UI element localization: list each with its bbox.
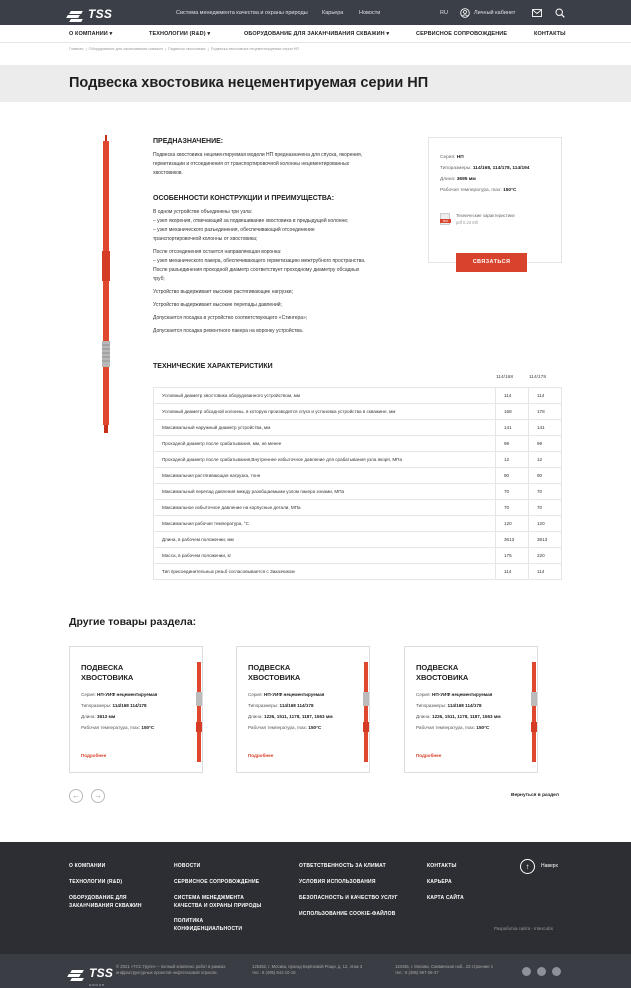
youtube-icon[interactable]: [537, 967, 546, 976]
info-sizes-label: Типоразмеры:: [440, 166, 472, 171]
card-value: НП-УИФ нецементируемая: [264, 692, 325, 697]
info-length-label: Длина:: [440, 177, 456, 182]
card-label: Рабочая температура, max:: [81, 725, 141, 730]
card-series: [416, 692, 492, 697]
spec-value-2: 114: [529, 564, 562, 580]
card-title-line: ПОДВЕСКА: [81, 663, 124, 672]
breadcrumb: Главная | Оборудование для заканчивания скважин | Подвески хвостовика | Подвеска хвостовика нецементируемая серии НП: [69, 47, 300, 51]
card-series: [248, 692, 324, 697]
footer-career[interactable]: КАРЬЕРА: [427, 879, 452, 885]
info-length-value: 3695 мм: [456, 177, 476, 182]
card-label: Длина:: [248, 714, 263, 719]
feature-line: Устройство выдерживает высокие перепады давлений;: [153, 302, 282, 308]
card-value: 150°С: [476, 725, 490, 730]
address-2: [395, 964, 493, 976]
spec-value-1: 114: [496, 388, 529, 404]
spec-row: [154, 532, 562, 548]
feature-line: – узел якорения, отвечающий за подвешивание хвостовика в предыдущей колонне;: [153, 218, 349, 224]
spec-row: [154, 468, 562, 484]
pdf-file-icon[interactable]: [440, 213, 450, 225]
info-series-value: НП: [456, 155, 464, 160]
card-label: Рабочая температура, max:: [248, 725, 308, 730]
specs-col-1: 114/168: [496, 375, 513, 380]
nav-service[interactable]: СЕРВИСНОЕ СОПРОВОЖДЕНИЕ: [416, 31, 508, 37]
footer-quality-line: СИСТЕМА МЕНЕДЖМЕНТА: [174, 895, 245, 901]
info-temp-value: 150°С: [503, 188, 517, 193]
search-icon[interactable]: [555, 8, 565, 18]
copyright-line: © 2021 «ТСС Групп» – полный комплекс работ в рамках: [116, 964, 226, 969]
card-title-line: ПОДВЕСКА: [248, 663, 291, 672]
footer-tech[interactable]: ТЕХНОЛОГИИ (R&D): [69, 879, 123, 885]
card-title-line: ХВОСТОВИКА: [416, 673, 469, 682]
spec-row: [154, 388, 562, 404]
product-card[interactable]: [69, 646, 203, 773]
spec-name: Максимальное избыточное давление на корпусные детали, МПа: [154, 500, 496, 516]
spec-row: [154, 404, 562, 420]
cabinet-link[interactable]: Личный кабинет: [474, 10, 516, 16]
card-sizes: [416, 703, 482, 708]
spec-value-2: 12: [529, 452, 562, 468]
scroll-up-icon[interactable]: ↑: [520, 859, 535, 874]
spec-value-2: 178: [529, 404, 562, 420]
nav-about[interactable]: О КОМПАНИИ ▾: [69, 31, 113, 37]
spec-value-1: 114: [496, 564, 529, 580]
feature-line: Допускается посадка в устройство соответствующего «Стингера»;: [153, 315, 308, 321]
feature-line: Устройство выдерживает высокие растягивающие нагрузки;: [153, 289, 293, 295]
spec-name: Максимальный наружный диаметр устройства, мм: [154, 420, 496, 436]
card-label: Типоразмеры:: [81, 703, 112, 708]
spec-row: [154, 452, 562, 468]
card-value: 114/168 114/178: [447, 703, 482, 708]
footer-equipment-line: ОБОРУДОВАНИЕ ДЛЯ: [69, 895, 127, 901]
mail-icon[interactable]: [532, 9, 542, 17]
address-line: 119435, г. Москва, Саввинская наб., 23 строение 1: [395, 964, 494, 969]
info-temp: [440, 188, 516, 193]
spec-row: [154, 516, 562, 532]
card-label: Серия:: [248, 692, 263, 697]
breadcrumb-current: Подвеска хвостовика нецементируемая серии НП: [210, 47, 300, 51]
spec-value-2: 70: [529, 500, 562, 516]
feature-line: В одном устройстве объединены три узла:: [153, 209, 253, 215]
feature-line: Допускается посадка ремонтного пакера на воронку устройства.: [153, 328, 304, 334]
address-1: [252, 964, 362, 976]
card-temp: [81, 725, 154, 730]
back-to-section-link[interactable]: Вернуться в раздел: [511, 793, 559, 798]
card-temp: [416, 725, 489, 730]
card-title: [81, 663, 133, 683]
card-value: 114/168 114/178: [112, 703, 147, 708]
footer-equipment-line: ЗАКАНЧИВАНИЯ СКВАЖИН: [69, 903, 142, 909]
card-label: Типоразмеры:: [248, 703, 279, 708]
spec-value-2: 114: [529, 388, 562, 404]
breadcrumb-hangers[interactable]: Подвески хвостовика: [168, 47, 206, 51]
spec-name: Максимальная рабочая температура, °С: [154, 516, 496, 532]
nav-technologies[interactable]: ТЕХНОЛОГИИ (R&D) ▾: [149, 31, 211, 37]
features-title: ОСОБЕННОСТИ КОНСТРУКЦИИ И ПРЕИМУЩЕСТВА:: [153, 195, 335, 202]
card-more-link[interactable]: Подробнее: [81, 753, 107, 758]
spec-value-1: 175: [496, 548, 529, 564]
feature-line: транспортировочной колонны от хвостовика;: [153, 236, 258, 242]
card-value: 1226, 1511, 1178, 1187, 1563 мм: [432, 714, 501, 719]
card-product-image: [531, 662, 537, 762]
contact-button[interactable]: СВЯЗАТЬСЯ: [456, 253, 527, 272]
footer-logo-text: TSS: [89, 966, 114, 980]
breadcrumb-equipment[interactable]: Оборудование для заканчивания скважин: [88, 47, 163, 51]
card-length: [81, 714, 115, 719]
card-title-line: ХВОСТОВИКА: [81, 673, 134, 682]
spec-value-1: 70: [496, 500, 529, 516]
footer-climate[interactable]: ОТВЕТСТВЕННОСТЬ ЗА КЛИМАТ: [299, 863, 386, 869]
spec-row: [154, 548, 562, 564]
card-more-link[interactable]: Подробнее: [416, 753, 442, 758]
footer-privacy-line: ПОЛИТИКА: [174, 918, 204, 924]
footer-quality-line: КАЧЕСТВА И ОХРАНЫ ПРИРОДЫ: [174, 903, 262, 909]
breadcrumb-home[interactable]: Главная: [69, 47, 84, 51]
spec-value-1: 70: [496, 484, 529, 500]
features-text: [153, 208, 365, 336]
card-label: Длина:: [81, 714, 96, 719]
spec-row: [154, 484, 562, 500]
card-title: [248, 663, 300, 683]
card-title-line: ХВОСТОВИКА: [248, 673, 301, 682]
scroll-up-label[interactable]: Наверх: [541, 863, 558, 869]
card-value: 3613 мм: [97, 714, 116, 719]
card-value: 1226, 1511, 1178, 1187, 1563 мм: [264, 714, 333, 719]
feature-line: – узел механического разъединения, обеспечивающий отсоединение: [153, 227, 315, 233]
spec-value-1: 168: [496, 404, 529, 420]
related-title: Другие товары раздела:: [69, 616, 197, 628]
card-temp: [248, 725, 321, 730]
spec-name: Масса, в рабочем положении, кг: [154, 548, 496, 564]
logo-mark-icon: [68, 969, 86, 983]
toplink-news[interactable]: Новости: [359, 10, 381, 16]
purpose-line: хвостовиков.: [153, 170, 183, 176]
nav-equipment[interactable]: ОБОРУДОВАНИЕ ДЛЯ ЗАКАНЧИВАНИЯ СКВАЖИН ▾: [244, 31, 390, 37]
spec-row: [154, 420, 562, 436]
developer-credit[interactable]: Разработка сайта - Intext.abs: [494, 926, 554, 931]
footer-logo-sub: GROUP: [89, 983, 106, 987]
nav-equipment-label: ОБОРУДОВАНИЕ ДЛЯ ЗАКАНЧИВАНИЯ СКВАЖИН: [244, 31, 385, 37]
footer-terms[interactable]: УСЛОВИЯ ИСПОЛЬЗОВАНИЯ: [299, 879, 376, 885]
card-value: НП-УИФ нецементируемая: [432, 692, 493, 697]
spec-name: Проходной диаметр после срабатывания,Внутреннее избыточное давление для срабатывания узла якоря, МПа: [154, 452, 496, 468]
copyright-line: инфраструктурных проектов нефтегазовой отрасли.: [116, 970, 218, 975]
spec-value-1: 99: [496, 436, 529, 452]
footer-cookie[interactable]: ИСПОЛЬЗОВАНИЕ COOKIE-ФАЙЛОВ: [299, 911, 396, 917]
spec-value-2: 141: [529, 420, 562, 436]
pdf-badge: PDF: [440, 219, 451, 223]
spec-name: Максимальный перепад давления между разобщаемыми узлом пакера зонами, МПа: [154, 484, 496, 500]
product-info-box: [428, 137, 562, 263]
footer-service[interactable]: СЕРВИСНОЕ СОПРОВОЖДЕНИЕ: [174, 879, 260, 885]
card-label: Серия:: [81, 692, 96, 697]
purpose-line: Подвеска хвостовика нецементируемая модели НП предназначена для спуска, якорения,: [153, 152, 363, 158]
card-title-line: ПОДВЕСКА: [416, 663, 459, 672]
page-title: Подвеска хвостовика нецементируемая серии НП: [69, 75, 429, 91]
card-length: [248, 714, 333, 719]
spec-row: [154, 436, 562, 452]
specs-col-2: 114/178: [529, 375, 546, 380]
feature-line: После разъединения проходной диаметр соответствует проходному диаметру обсадных: [153, 267, 360, 273]
facebook-icon[interactable]: [522, 967, 531, 976]
feature-line: – узел механического пакера, обеспечивающего герметизацию межтрубного пространства.: [153, 258, 366, 264]
prev-arrow-icon[interactable]: ←: [69, 789, 83, 803]
product-card[interactable]: [236, 646, 370, 773]
spec-name: Условный диаметр обсадной колонны, в которую производится спуск и установка устройства в скважине, мм: [154, 404, 496, 420]
card-value: 114/168 114/178: [279, 703, 314, 708]
pdf-file-size: pdf 0.23 Мб: [456, 220, 479, 225]
card-value: 150°С: [308, 725, 322, 730]
footer-privacy-line: КОНФИДЕНЦИАЛЬНОСТИ: [174, 926, 243, 932]
spec-name: Проходной диаметр после срабатывания, мм, не менее: [154, 436, 496, 452]
spec-row: [154, 564, 562, 580]
card-sizes: [248, 703, 314, 708]
specs-title: ТЕХНИЧЕСКИЕ ХАРАКТЕРИСТИКИ: [153, 363, 273, 370]
lang-switch[interactable]: RU: [440, 10, 448, 16]
pdf-file-title[interactable]: Технические характеристики: [456, 213, 515, 218]
card-label: Длина:: [416, 714, 431, 719]
card-more-link[interactable]: Подробнее: [248, 753, 274, 758]
logo-mark-icon: [67, 10, 85, 24]
info-series-label: Серия:: [440, 155, 456, 160]
nav-technologies-label: ТЕХНОЛОГИИ (R&D): [149, 31, 206, 37]
spec-name: Максимальная растягивающая нагрузка, тонн: [154, 468, 496, 484]
product-image: [99, 135, 113, 433]
copyright: [116, 964, 225, 976]
next-arrow-icon[interactable]: →: [91, 789, 105, 803]
logo-text: TSS: [88, 7, 113, 21]
card-value: НП-УИФ нецементируемая: [97, 692, 158, 697]
feature-line: труб;: [153, 276, 165, 282]
address-line: 125362, г. Москва, проезд Берёзовой Рощи, д. 12, этаж 3: [252, 964, 363, 969]
nav-about-label: О КОМПАНИИ: [69, 31, 108, 37]
feature-line: После отсоединения остается направляющая воронка:: [153, 249, 282, 255]
card-title: [416, 663, 468, 683]
footer-sitemap[interactable]: КАРТА САЙТА: [427, 895, 464, 901]
purpose-text: [153, 151, 362, 178]
info-series: [440, 155, 464, 160]
spec-value-2: 3613: [529, 532, 562, 548]
info-sizes-value: 114/168, 114/178, 114/194: [472, 166, 530, 171]
info-temp-label: Рабочая температура, max:: [440, 188, 502, 193]
card-length: [416, 714, 501, 719]
spec-row: [154, 500, 562, 516]
card-label: Типоразмеры:: [416, 703, 447, 708]
info-sizes: [440, 166, 529, 171]
spec-value-1: 3613: [496, 532, 529, 548]
specs-table: [153, 387, 562, 580]
card-series: [81, 692, 157, 697]
purpose-line: герметизации и отсоединения от транспортировочной колонны нецементированных: [153, 161, 350, 167]
toplink-quality[interactable]: Система менеджмента качества и охраны природы: [176, 10, 308, 16]
spec-value-1: 120: [496, 516, 529, 532]
footer-contacts[interactable]: КОНТАКТЫ: [427, 863, 457, 869]
phone-line: тел.: 8 (495) 641-10-16: [252, 970, 296, 975]
footer-news[interactable]: НОВОСТИ: [174, 863, 201, 869]
spec-name: Условный диаметр хвостовика оборудованного устройством, мм: [154, 388, 496, 404]
card-sizes: [81, 703, 147, 708]
nav-contacts[interactable]: КОНТАКТЫ: [534, 31, 566, 37]
phone-line: тел.: 8 (495) 967-28-37: [395, 970, 439, 975]
footer-logo[interactable]: [68, 964, 113, 987]
footer-about[interactable]: О КОМПАНИИ: [69, 863, 106, 869]
footer-quality[interactable]: [174, 894, 262, 910]
spec-name: Длина, в рабочем положении, мм: [154, 532, 496, 548]
footer-privacy[interactable]: [174, 917, 242, 933]
purpose-title: ПРЕДНАЗНАЧЕНИЕ:: [153, 138, 224, 145]
spec-value-1: 12: [496, 452, 529, 468]
info-length: [440, 177, 476, 182]
card-product-image: [196, 662, 202, 762]
spec-value-2: 70: [529, 484, 562, 500]
spec-value-2: 90: [529, 468, 562, 484]
spec-value-2: 99: [529, 436, 562, 452]
instagram-icon[interactable]: [552, 967, 561, 976]
toplink-career[interactable]: Карьера: [322, 10, 344, 16]
user-icon[interactable]: [460, 8, 470, 18]
footer-equipment[interactable]: [69, 894, 142, 910]
footer-safety[interactable]: БЕЗОПАСНОСТЬ И КАЧЕСТВО УСЛУГ: [299, 895, 398, 901]
card-label: Серия:: [416, 692, 431, 697]
spec-value-1: 90: [496, 468, 529, 484]
card-value: 150°С: [141, 725, 155, 730]
card-label: Рабочая температура, max:: [416, 725, 476, 730]
card-product-image: [363, 662, 369, 762]
spec-name: Тип присоединительных резьб согласовывается с Заказчиком: [154, 564, 496, 580]
spec-value-2: 220: [529, 548, 562, 564]
product-card[interactable]: [404, 646, 538, 773]
spec-value-2: 120: [529, 516, 562, 532]
spec-value-1: 141: [496, 420, 529, 436]
